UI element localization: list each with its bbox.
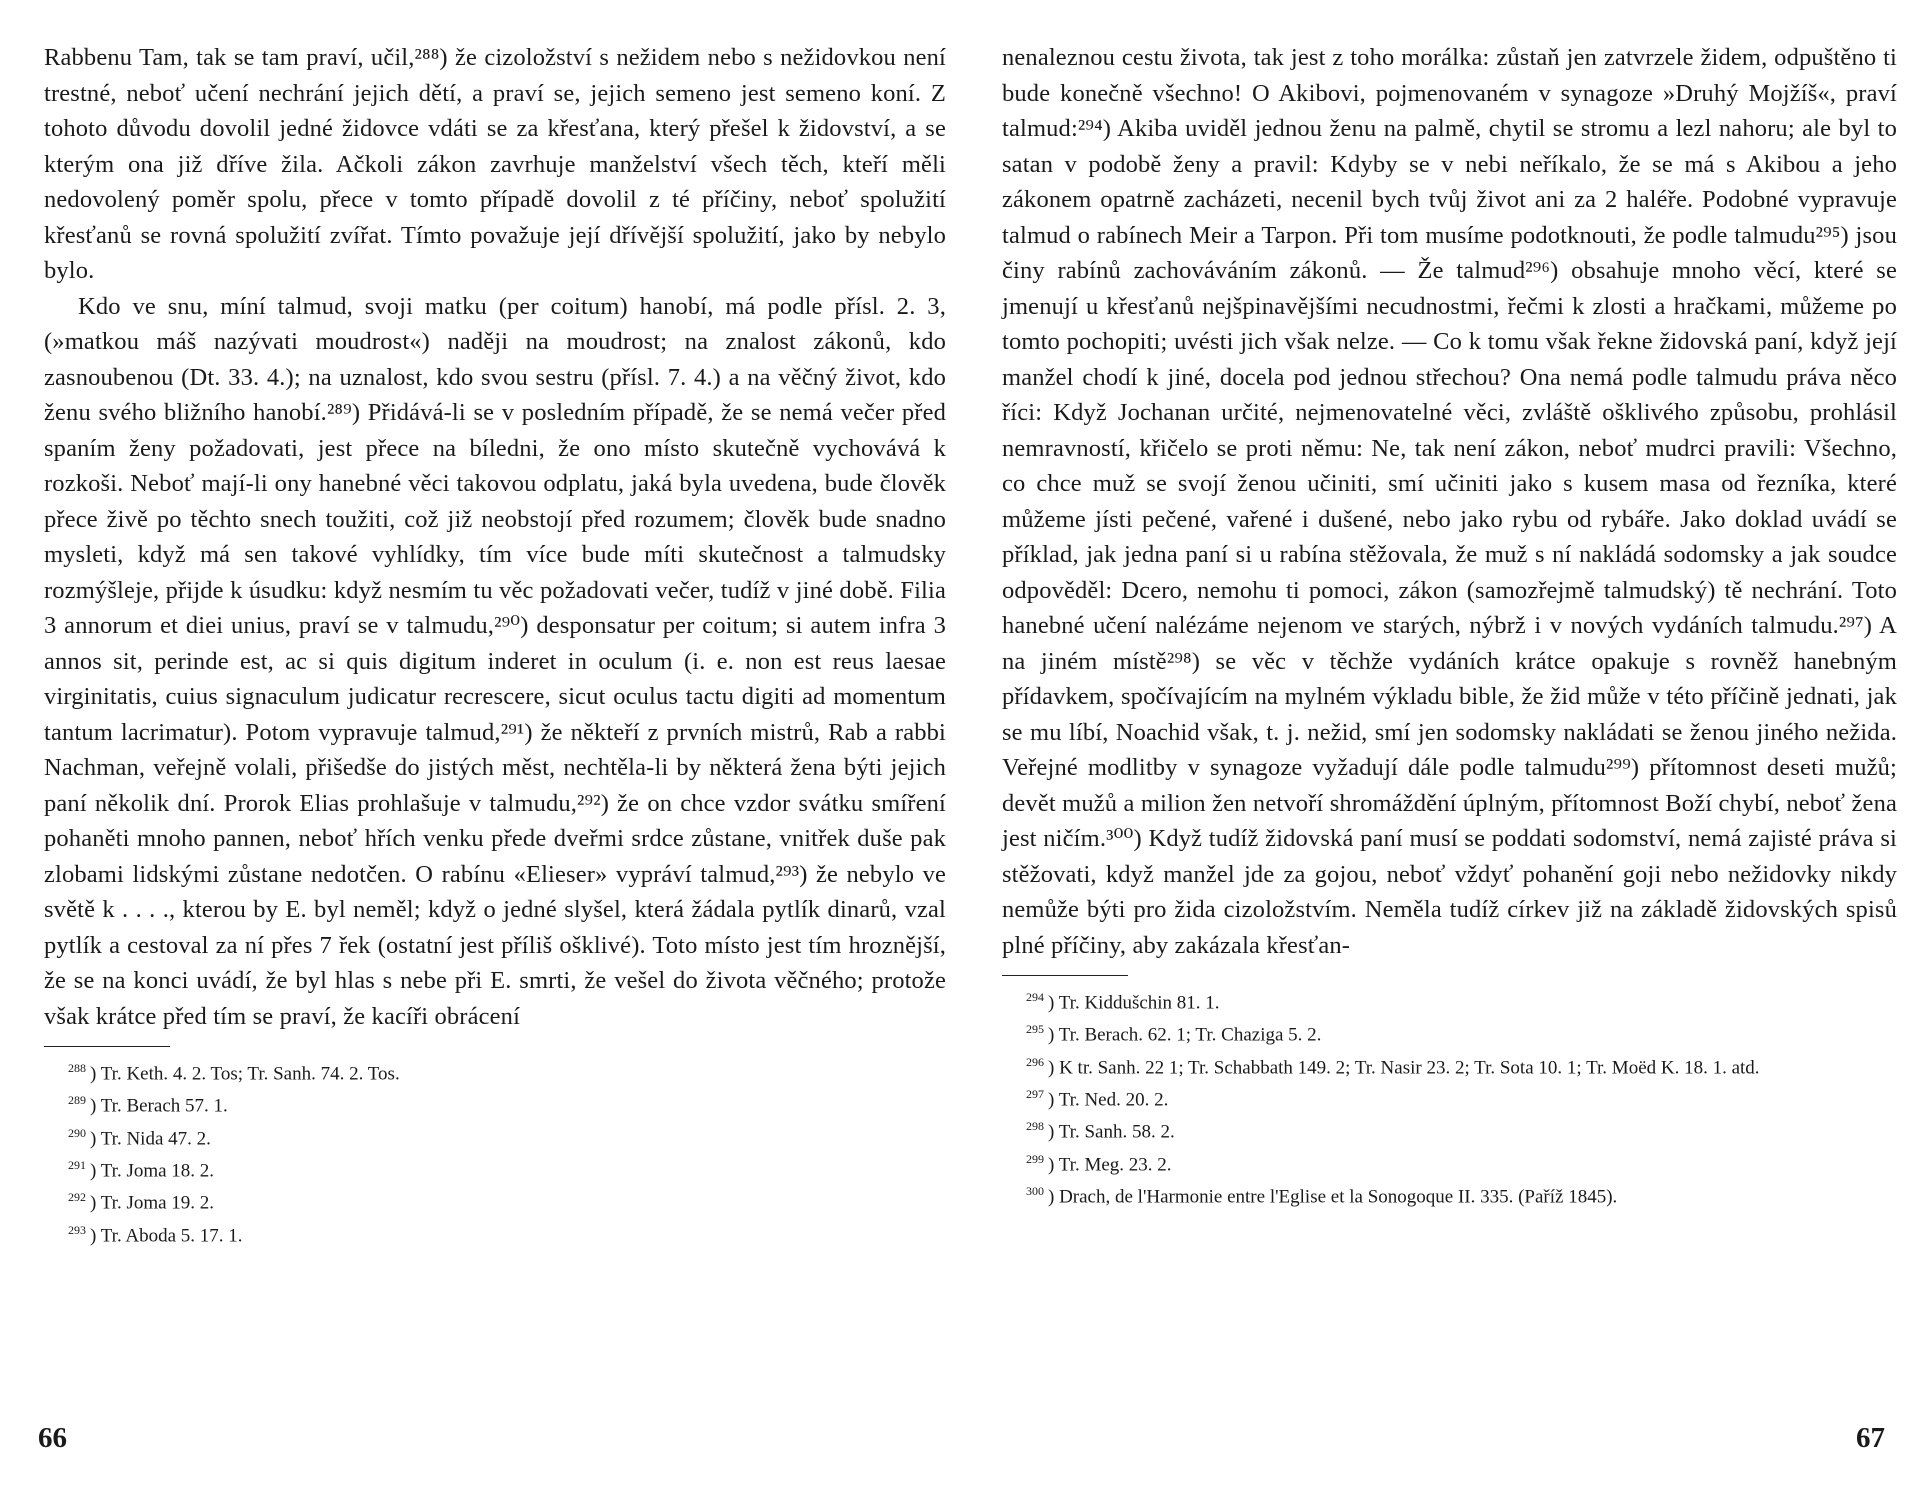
right-paragraph-1: nenaleznou cestu života, tak jest z toho morálka: zůstaň jen zatvrzele židem, odpuštěno ti bude konečně všechno! O Akibovi, pojmenovaném v synagoze »Druhý Mojžíš«, praví talmud:²⁹⁴) Akiba uviděl jednou ženu na palmě, chytil se stromu a lezl nahoru; ale byl to satan v podobě ženy a pravil: Kdyby se v nebi neříkalo, že se má s Akibou a jeho zákonem opatrně zacházeti, necenil bych tvůj život ani za 2 haléře. Podobné vypravuje talmud o rabínech Meir a Tarpon. Při tom musíme podotknouti, že podle talmudu²⁹⁵) jsou činy rabínů zachováváním zákonů. — Že talmud²⁹⁶) obsahuje mnoho věcí, které se jmenují u křesťanů nejšpinavějšími necudnostmi, řečmi k zlosti a hračkami, můžeme po tomto pochopiti; uvésti jich však nelze. — Co k tomu však řekne židovská paní, když její manžel chodí k jiné, docela pod jednou střechou? Ona nemá podle talmudu práva něco říci: Když Jochanan určité, nejmenovatelné věci, zvláště ošklivého způsobu, prohlásil nemravností, křičelo se proti němu: Ne, tak není zákon, neboť mudrci pravili: Všechno, co chce muž se svojí ženou učiniti, smí učiniti jako s kusem masa od řezníka, které můžeme jísti pečené, vařené i dušené, nebo jako rybu od rybáře. Jako doklad uvádí se příklad, jak jedna paní si u rabína stěžovala, že muž s ní nakládá sodomsky a jak soudce odpověděl: Dcero, nemohu ti pomoci, zákon (samozřejmě talmudský) tě nechrání. Toto hanebné učení nalézáme nejenom ve starých, nýbrž i v nových vydáních talmudu.²⁹⁷) A na jiném místě²⁹⁸) se věc v těchže vydáních krátce opakuje s rovněž hanebným přídavkem, spočívajícím na mylném výkladu bible, že žid může v této příčině jednati, jak se mu líbí, Noachid však, t. j. nežid, smí jen sodomsky nakládati se ženou jiného nežida. Veřejné modlitby v synagoze vyžadují dále podle talmudu²⁹⁹) přítomnost deseti mužů; devět mužů a milion žen netvoří shromáždění úplným, přítomnost Boží chybí, neboť žena jest ničím.³⁰⁰) Když tudíž židovská paní musí se poddati sodomství, nemá zajisté práva si stěžovati, když manžel jde za gojou, neboť vždyť pohanění goji nebo nežidovky nikdy nemůže býti pro žida cizoložstvím. Neměla tudíž církev již na základě židovských spisů plné příčiny, aby zakázala křesťan- [1002, 44, 1897, 959]
footnote: $^{294}$ ) Tr. Kiddušchin 81. 1. [1026, 990, 1220, 1014]
page-number-left: 66 [38, 1422, 67, 1454]
left-page [44, 40, 946, 1249]
page-number-right: 67 [1856, 1422, 1885, 1454]
left-paragraph-2: Kdo ve snu, míní talmud, svoji matku (per coitum) hanobí, má podle přísl. 2. 3, (»matkou máš nazývati moudrost«) naději na moudrost; na znalost zákonů, kdo zasnoubenou (Dt. 33. 4.); na uznalost, kdo svou sestru (přísl. 7. 4.) a na věčný život, kdo ženu svého bližního hanobí.²⁸⁹) Přidává-li se v posledním případě, že se nemá večer před spaním ženy požadovati, jest přece na bíledni, že ono místo skutečně vychovává k rozkoši. Neboť mají-li ony hanebné věci takovou odplatu, jaká byla uvedena, bude člověk přece živě po těchto snech toužiti, což již neobstojí před rozumem; člověk bude snadno mysleti, když má sen takové vyhlídky, tím více bude míti skutečnost a talmudsky rozmýšleje, přijde k úsudku: když nesmím tu věc požadovati večer, tudíž v jiné době. Filia 3 annorum et diei unius, praví se v talmudu,²⁹⁰) desponsatur per coitum; si autem infra 3 annos sit, perinde est, ac si quis digitum inderet in oculum (i. e. non est reus laesae virginitatis, cuius signaculum judicatur recrescere, sicut oculus tactu digiti ad momentum tantum lacrimatur). Potom vypravuje talmud,²⁹¹) že někteří z prvních mistrů, Rab a rabbi Nachman, veřejně volali, přišedše do jistých měst, nechtěla-li by některá žena býti jejich paní několik dní. Prorok Elias prohlašuje v talmudu,²⁹²) že on chce vzdor svátku smíření pohaněti mnoho pannen, neboť hřích venku přede dveřmi srdce zůstane, vnitřek duše pak zlobami lidskými zůstane nedotčen. O rabínu «Elieser» vypráví talmud,²⁹³) že nebylo ve světě k . . . ., kterou by E. byl neměl; když o jedné slyšel, která žádala pytlík dinarů, vzal pytlík a cestoval za ní přes 7 řek (ostatní jest příliš ošklivé). Toto místo jest tím hroznější, že se na konci uvádí, že byl hlas s nebe při E. smrti, že vešel do života věčného; protože však krátce před tím se praví, že kacíři obrácení [44, 292, 946, 1030]
footnote: $^{296}$ ) K tr. Sanh. 22 1; Tr. Schabbath 149. 2; Tr. Nasir 23. 2; Tr. Sota 10. 1; Tr. Moëd K. 18. 1. atd. [1026, 1054, 1760, 1078]
right-footnote-rule [1002, 975, 1128, 976]
right-page [1002, 40, 1897, 1210]
footnote: $^{295}$ ) Tr. Berach. 62. 1; Tr. Chaziga 5. 2. [1026, 1022, 1322, 1046]
footnote: $^{300}$ ) Drach, de l'Harmonie entre l'Eglise et la Sonogoque II. 335. (Paříž 1845). [1026, 1183, 1618, 1208]
left-page-body [44, 40, 946, 1034]
footnote: $^{291}$ ) Tr. Joma 18. 2. [68, 1157, 215, 1182]
left-paragraph-1: Rabbenu Tam, tak se tam praví, učil,²⁸⁸) že cizoložství s nežidem nebo s nežidovkou není trestné, neboť učení nechrání jejich dětí, a praví se, jejich semeno jest semeno koní. Z tohoto důvodu dovolil jedné židovce vdáti se za křesťana, který přešel k židovství, a se kterým ona již dříve žila. Ačkoli zákon zavrhuje manželství všech těch, kteří měli nedovolený poměr spolu, přece v tomto případě dovolil z té příčiny, neboť spolužití křesťanů se rovná spolužití zvířat. Tímto považuje její dřívější spolužití, jako by nebylo bylo. [44, 44, 946, 284]
footnote: $^{289}$ ) Tr. Berach 57. 1. [68, 1093, 228, 1117]
footnote: $^{290}$ ) Tr. Nida 47. 2. [68, 1125, 211, 1149]
left-footnotes [44, 1055, 946, 1249]
right-page-body [1002, 40, 1897, 963]
footnote: $^{292}$ ) Tr. Joma 19. 2. [68, 1190, 215, 1214]
footnote: $^{297}$ ) Tr. Ned. 20. 2. [1026, 1086, 1169, 1111]
footnote: $^{293}$ ) Tr. Aboda 5. 17. 1. [68, 1222, 243, 1246]
footnote: $^{299}$ ) Tr. Meg. 23. 2. [1026, 1151, 1172, 1175]
left-footnote-rule [44, 1046, 170, 1047]
right-footnotes [1002, 984, 1897, 1210]
footnote: $^{298}$ ) Tr. Sanh. 58. 2. [1026, 1119, 1175, 1143]
footnote: $^{288}$ ) Tr. Keth. 4. 2. Tos; Tr. Sanh. 74. 2. Tos. [68, 1061, 400, 1085]
